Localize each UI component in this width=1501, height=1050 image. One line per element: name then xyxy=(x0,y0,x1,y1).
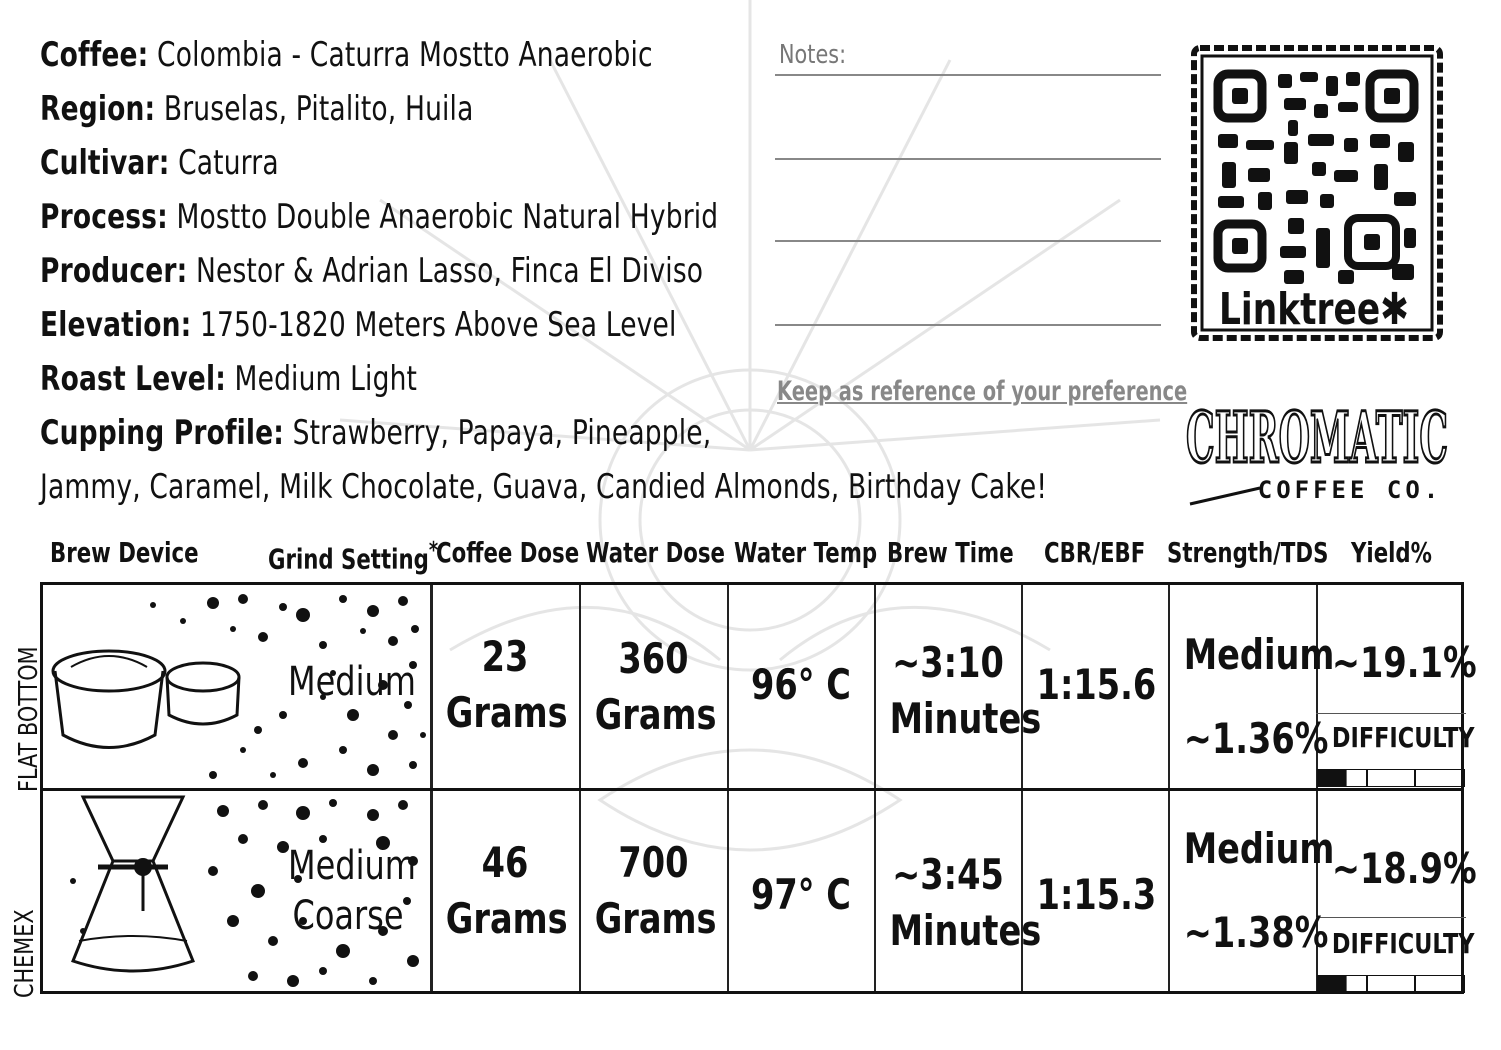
water-temp-chemex: 97° C xyxy=(751,870,851,919)
water-temp-flat-bottom: 96° C xyxy=(751,660,851,709)
device-label-chemex: CHEMEX xyxy=(10,909,40,998)
svg-text:CHROMATIC: CHROMATIC xyxy=(1186,396,1448,479)
linktree-logo: Linktree✱ xyxy=(1219,284,1409,335)
difficulty-label-chemex: DIFFICULTY xyxy=(1331,927,1475,960)
keep-reference-note: Keep as reference of your preference xyxy=(777,376,1188,407)
coffee-info xyxy=(40,28,1120,514)
info-producer: Producer: Nestor & Adrian Lasso, Finca El Diviso xyxy=(40,251,704,291)
svg-text:COFFEE CO.: COFFEE CO. xyxy=(1257,476,1443,504)
header-strength-tds: Strength/TDS xyxy=(1167,536,1329,569)
device-label-flat-bottom: FLAT BOTTOM xyxy=(14,646,44,792)
header-brew-device: Brew Device xyxy=(50,536,199,569)
info-cupping-profile-cont: Jammy, Caramel, Milk Chocolate, Guava, Candied Almonds, Birthday Cake! xyxy=(40,467,1048,507)
yield-chemex: ~18.9% xyxy=(1331,844,1477,893)
brew-table xyxy=(40,582,1477,994)
header-yield: Yield% xyxy=(1351,536,1432,569)
info-process: Process: Mostto Double Anaerobic Natural Hybrid xyxy=(40,197,719,237)
info-cultivar: Cultivar: Caturra xyxy=(40,143,279,183)
qr-code-stamp[interactable] xyxy=(1188,42,1446,344)
strength-tds-chemex: Medium ~1.38% xyxy=(1183,824,1335,957)
difficulty-label-flat-bottom: DIFFICULTY xyxy=(1331,721,1475,754)
grind-asterisk: * xyxy=(428,536,439,564)
header-cbr-ebf: CBR/EBF xyxy=(1044,536,1146,569)
header-grind-setting: Grind Setting* xyxy=(268,536,439,576)
notes-label: Notes: xyxy=(779,40,847,70)
ratio-flat-bottom: 1:15.6 xyxy=(1036,660,1157,709)
header-coffee-dose: Coffee Dose xyxy=(436,536,580,569)
coffee-dose-chemex: 46 Grams xyxy=(445,838,568,943)
info-elevation: Elevation: 1750-1820 Meters Above Sea Level xyxy=(40,305,677,345)
info-region: Region: Bruselas, Pitalito, Huila xyxy=(40,89,474,129)
note-line[interactable] xyxy=(775,240,1161,242)
note-line[interactable] xyxy=(775,324,1161,326)
water-dose-chemex: 700 Grams xyxy=(594,838,717,943)
note-line[interactable] xyxy=(775,74,1161,76)
brew-time-flat-bottom: ~3:10 Minutes xyxy=(889,638,1042,743)
brew-table-header xyxy=(40,536,1464,580)
header-water-dose: Water Dose xyxy=(586,536,725,569)
info-coffee: Coffee: Colombia - Caturra Mostto Anaerobic xyxy=(40,35,653,75)
water-dose-flat-bottom: 360 Grams xyxy=(594,634,717,739)
grind-setting-chemex: Medium Coarse xyxy=(288,843,416,939)
chromatic-coffee-logo xyxy=(1180,376,1455,516)
difficulty-meter-chemex xyxy=(1317,975,1465,993)
info-cupping-profile: Cupping Profile: Strawberry, Papaya, Pineapple, xyxy=(40,413,712,453)
brew-time-chemex: ~3:45 Minutes xyxy=(889,850,1042,955)
grind-setting-flat-bottom: Medium xyxy=(288,659,416,705)
difficulty-meter-flat-bottom xyxy=(1317,769,1465,787)
header-water-temp: Water Temp xyxy=(734,536,878,569)
header-brew-time: Brew Time xyxy=(887,536,1014,569)
yield-flat-bottom: ~19.1% xyxy=(1331,638,1477,687)
note-line[interactable] xyxy=(775,158,1161,160)
coffee-dose-flat-bottom: 23 Grams xyxy=(445,632,568,737)
info-roast-level: Roast Level: Medium Light xyxy=(40,359,418,399)
ratio-chemex: 1:15.3 xyxy=(1036,870,1157,919)
strength-tds-flat-bottom: Medium ~1.36% xyxy=(1183,630,1335,763)
